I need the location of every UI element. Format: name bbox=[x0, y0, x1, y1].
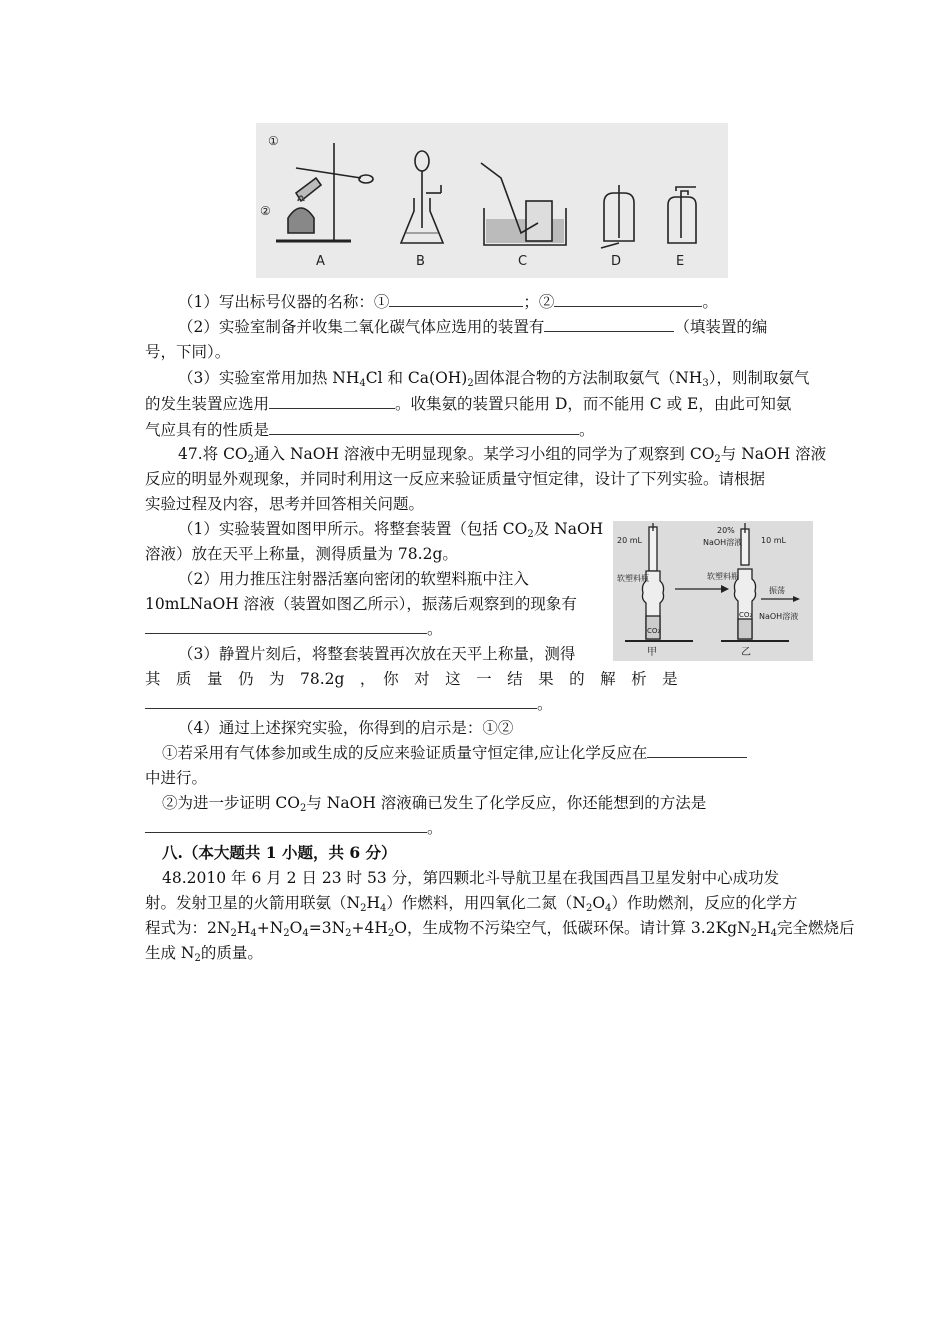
q47-step4-2-answer: 。 bbox=[145, 816, 443, 840]
q47-step4-1: ①若采用有气体参加或生成的反应来验证质量守恒定律,应让化学反应在 bbox=[162, 741, 747, 765]
section-heading: 八.（本大题共 1 小题，共 6 分） bbox=[162, 843, 397, 862]
label-e: E bbox=[676, 254, 685, 269]
q46-part2-cont: 号，下同）。 bbox=[145, 343, 231, 361]
q46-part3-line2: 的发生装置应选用 。收集氨的装置只能用 D，而不能用 C 或 E，由此可知氨 bbox=[145, 395, 792, 413]
q47-step2-answer: 。 bbox=[145, 617, 443, 641]
q46-part3: （3）实验室常用加热 $NH_4Cl$ 和 $Ca(OH)_2$固体混合物的方法制取氨气$(NH_3)$，则制取氨气 bbox=[178, 369, 810, 389]
q46-part1: （1）写出标号仪器的名称：① ；② 。 bbox=[178, 293, 718, 311]
label-yi-solution: NaOH溶液 bbox=[703, 538, 743, 547]
label-gas-yi: CO₂ bbox=[739, 611, 753, 619]
q47-step4-1-cont: 中进行。 bbox=[145, 769, 208, 787]
label-jia: 甲 bbox=[647, 647, 657, 658]
label-yi: 乙 bbox=[741, 647, 751, 658]
answer-blank[interactable] bbox=[145, 618, 427, 634]
q47-step3-cont: 其 质 量 仍 为 78.2g ， 你 对 这 一 结 果 的 解 析 是 bbox=[145, 670, 678, 688]
label-yi-conc: 20% bbox=[717, 526, 735, 535]
label-result: NaOH溶液 bbox=[759, 612, 799, 621]
q47-step2-cont: 10mLNaOH 溶液（装置如图乙所示），振荡后观察到的现象有 bbox=[145, 595, 577, 613]
q47-intro-3: 实验过程及内容，思考并回答相关问题。 bbox=[145, 495, 425, 513]
q47-step1-cont: 溶液）放在天平上称量，测得质量为 78.2g。 bbox=[145, 545, 458, 563]
answer-blank[interactable] bbox=[647, 742, 747, 758]
q48-line4: 生成 $N_2$的质量。 bbox=[145, 944, 263, 964]
answer-blank[interactable] bbox=[389, 291, 523, 307]
q47-step3-answer: 。 bbox=[145, 692, 553, 716]
q48-line2: 射。发射卫星的火箭用联氨$(N_2H_4)$作燃料，用四氧化二氮$(N_2O_4)$作助燃剂，反应的化学方 bbox=[145, 894, 798, 914]
apparatus-figure bbox=[256, 123, 728, 278]
label-a: A bbox=[316, 254, 325, 269]
label-bottle-yi: 软塑料瓶 bbox=[707, 572, 739, 581]
label-jia-syringe: 20 mL bbox=[617, 536, 642, 545]
label-b: B bbox=[416, 254, 425, 269]
q46-part2: （2）实验室制备并收集二氧化碳气体应选用的装置有 （填装置的编 bbox=[178, 318, 768, 336]
answer-blank[interactable] bbox=[269, 419, 579, 435]
q47-step1: （1）实验装置如图甲所示。将整套装置（包括 $CO_2$及 NaOH bbox=[178, 520, 604, 540]
q46-part3-line3: 气应具有的性质是 。 bbox=[145, 421, 595, 439]
q47-intro-2: 反应的明显外观现象，并同时利用这一反应来验证质量守恒定律，设计了下列实验。请根据 bbox=[145, 470, 766, 488]
q47-intro-1: 47.将 $CO_2$通入 NaOH 溶液中无明显现象。某学习小组的同学为了观察到 $CO_2$与 NaOH 溶液 bbox=[178, 445, 827, 465]
q47-step3: （3）静置片刻后，将整套装置再次放在天平上称量，测得 bbox=[178, 645, 576, 663]
answer-blank[interactable] bbox=[544, 316, 674, 332]
q48-line3: 程式为：$2N_2H_4+N_2O_4=3N_2+4H_2O$，生成物不污染空气，低碳环保。请计算 $3.2KgN_2H_4$完全燃烧后 bbox=[145, 919, 855, 939]
q48-line1: 48.2010 年 6 月 2 日 23 时 53 分，第四颗北斗导航卫星在我国西昌卫星发射中心成功发 bbox=[162, 869, 780, 887]
q47-step4-2: ②为进一步证明 $CO_2$与 NaOH 溶液确已发生了化学反应，你还能想到的方法是 bbox=[162, 794, 707, 814]
label-gas-jia: CO₂ bbox=[647, 627, 661, 635]
answer-blank[interactable] bbox=[145, 693, 537, 709]
answer-blank[interactable] bbox=[145, 817, 427, 833]
experiment-figure bbox=[613, 521, 813, 661]
marker-1: ① bbox=[268, 134, 279, 148]
marker-2: ② bbox=[260, 204, 271, 218]
label-c: C bbox=[518, 254, 528, 269]
label-d: D bbox=[611, 254, 622, 269]
label-shake: 振荡 bbox=[769, 586, 785, 595]
answer-blank[interactable] bbox=[269, 393, 395, 409]
q47-step4: （4）通过上述探究实验，你得到的启示是：①② bbox=[178, 719, 514, 737]
label-bottle-jia: 软塑料瓶 bbox=[617, 574, 649, 583]
label-yi-syringe: 10 mL bbox=[761, 536, 786, 545]
answer-blank[interactable] bbox=[554, 291, 702, 307]
q47-step2: （2）用力推压注射器活塞向密闭的软塑料瓶中注入 bbox=[178, 570, 529, 588]
